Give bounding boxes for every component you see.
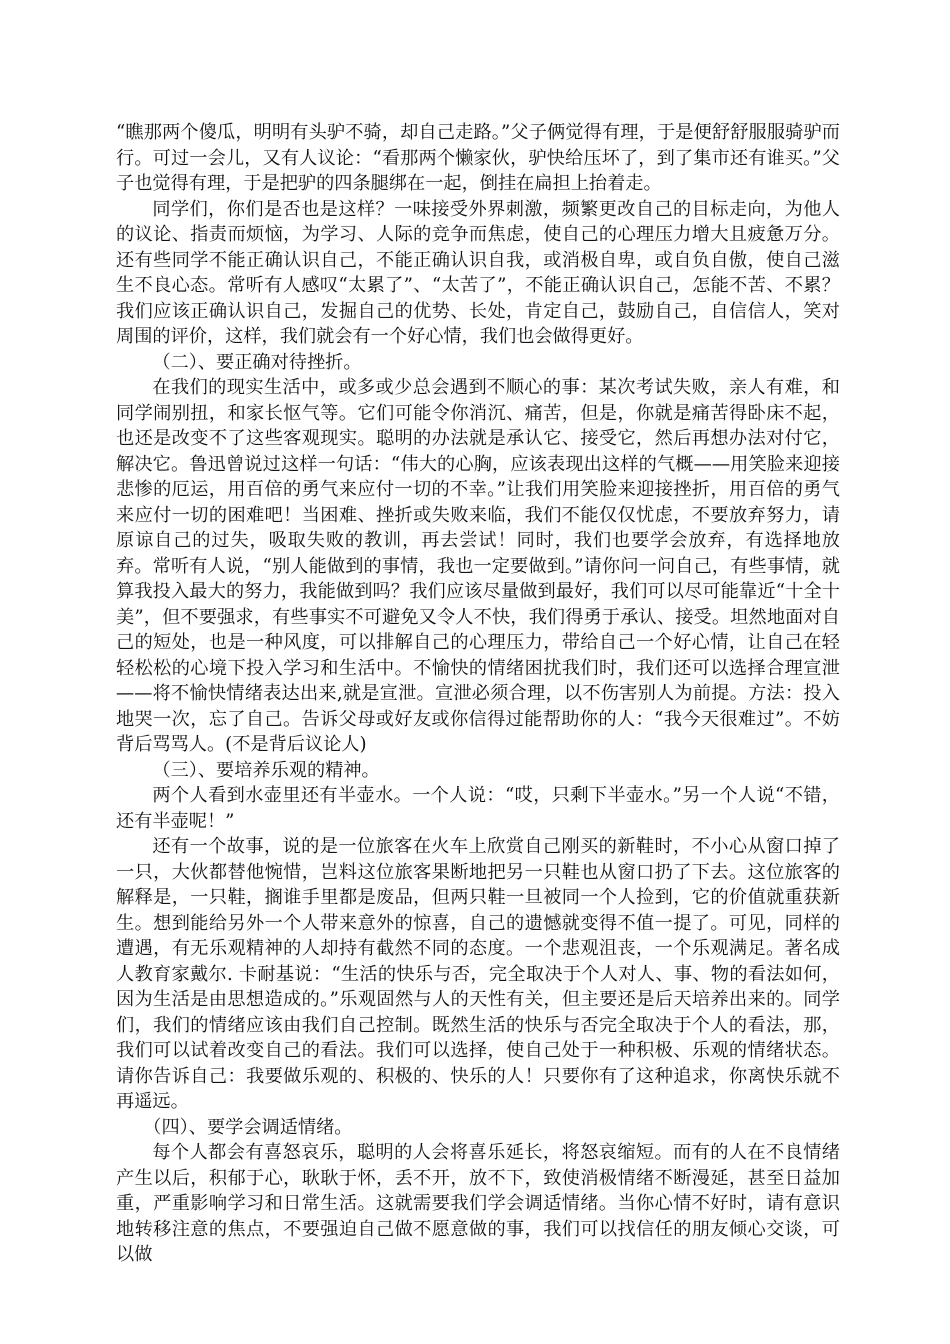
section-heading-2: （二）、要正确对待挫折。	[152, 351, 362, 373]
document-body	[116, 120, 840, 1268]
paragraph-emotion-regulation: 每个人都会有喜怒哀乐，聪明的人会将喜乐延长，将怒哀缩短。而有的人在不良情绪产生以后，积郁于心，耿耿于怀，丢不开，放不下，致使消极情绪不断漫延，甚至日益加重，严重影响学习和日常生活。这就需要我们学会调适情绪。当你心情不好时，请有意识地转移注意的焦点，不要强迫自己做不愿意做的事，我们可以找信任的朋友倾心交谈，可以做	[116, 1142, 840, 1265]
paragraph-donkey-story-end: “瞧那两个傻瓜，明明有头驴不骑，却自己走路。”父子俩觉得有理，于是便舒舒服服骑驴而行。可过一会儿，又有人议论：“看那两个懒家伙，驴快给压坏了，到了集市还有谁买。”父子也觉得有理，于是把驴的四条腿绑在一起，倒挂在扁担上抬着走。	[116, 122, 840, 194]
paragraph-self-awareness: 同学们，你们是否也是这样？一味接受外界刺激，频繁更改自己的目标走向，为他人的议论、指责而烦恼，为学习、人际的竞争而焦虑，使自己的心理压力增大且疲惫万分。还有些同学不能正确认识自己，不能正确认识自我，或消极自卑，或自负自傲，使自己滋生不良心态。常听有人感叹“太累了”、“太苦了”，不能正确认识自己，怎能不苦、不累？我们应该正确认识自己，发掘自己的优势、长处，肯定自己，鼓励自己，自信信人，笑对周围的评价，这样，我们就会有一个好心情，我们也会做得更好。	[116, 198, 840, 347]
section-heading-4: （四）、要学会调适情绪。	[143, 1116, 353, 1138]
paragraph-half-kettle: 两个人看到水壶里还有半壶水。一个人说：“哎，只剩下半壶水。”另一个人说“不错，还有半壶呢！”	[116, 785, 840, 832]
paragraph-optimism-story: 还有一个故事，说的是一位旅客在火车上欣赏自己刚买的新鞋时，不小心从窗口掉了一只，大伙都替他惋惜，岂料这位旅客果断地把另一只鞋也从窗口扔了下去。这位旅客的解释是，一只鞋，搁谁手里都是废品，但两只鞋一旦被同一个人捡到，它的价值就重获新生。想到能给另外一个人带来意外的惊喜，自己的遗憾就变得不值一提了。可见，同样的遭遇，有无乐观精神的人却持有截然不同的态度。一个悲观沮丧，一个乐观满足。著名成人教育家戴尔. 卡耐基说：“生活的快乐与否，完全取决于个人对人、事、物的看法如何，因为生活是由思想造成的。”乐观固然与人的天性有关，但主要还是后天培养出来的。同学们，我们的情绪应该由我们自己控制。既然生活的快乐与否完全取决于个人的看法，那，我们可以试着改变自己的看法。我们可以选择，使自己处于一种积极、乐观的情绪状态。请你告诉自己：我要做乐观的、积极的、快乐的人！只要你有了这种追求，你离快乐就不再遥远。	[116, 836, 840, 1112]
paragraph-setbacks: 在我们的现实生活中，或多或少总会遇到不顺心的事：某次考试失败，亲人有难，和同学闹别扭，和家长怄气等。它们可能令你消沉、痛苦，但是，你就是痛苦得卧床不起，也还是改变不了这些客观现实。聪明的办法就是承认它、接受它，然后再想办法对付它，解决它。鲁迅曾说过这样一句话：“伟大的心胸，应该表现出这样的气概——用笑脸来迎接悲惨的厄运，用百倍的勇气来应付一切的不幸。”让我们用笑脸来迎接挫折，用百倍的勇气来应付一切的困难吧！当困难、挫折或失败来临，我们不能仅仅忧虑，不要放弃努力，请原谅自己的过失，吸取失败的教训，再去尝试！同时，我们也要学会放弃，有选择地放弃。常听有人说，“别人能做到的事情，我也一定要做到。”请你问一问自己，有些事情，就算我投入最大的努力，我能做到吗？我们应该尽量做到最好，我们可以尽可能靠近“十全十美”，但不要强求，有些事实不可避免又令人不快，我们得勇于承认、接受。坦然地面对自己的短处，也是一种风度，可以排解自己的心理压力，带给自己一个好心情，让自己在轻轻松松的心境下投入学习和生活中。不愉快的情绪困扰我们时，我们还可以选择合理宣泄——将不愉快情绪表达出来,就是宣泄。宣泄必须合理，以不伤害别人为前提。方法：投入地哭一次，忘了自己。告诉父母或好友或你信得过能帮助你的人：“我今天很难过”。不妨背后骂骂人。(不是背后议论人)	[116, 377, 840, 755]
section-heading-3: （三）、要培养乐观的精神。	[152, 759, 380, 781]
